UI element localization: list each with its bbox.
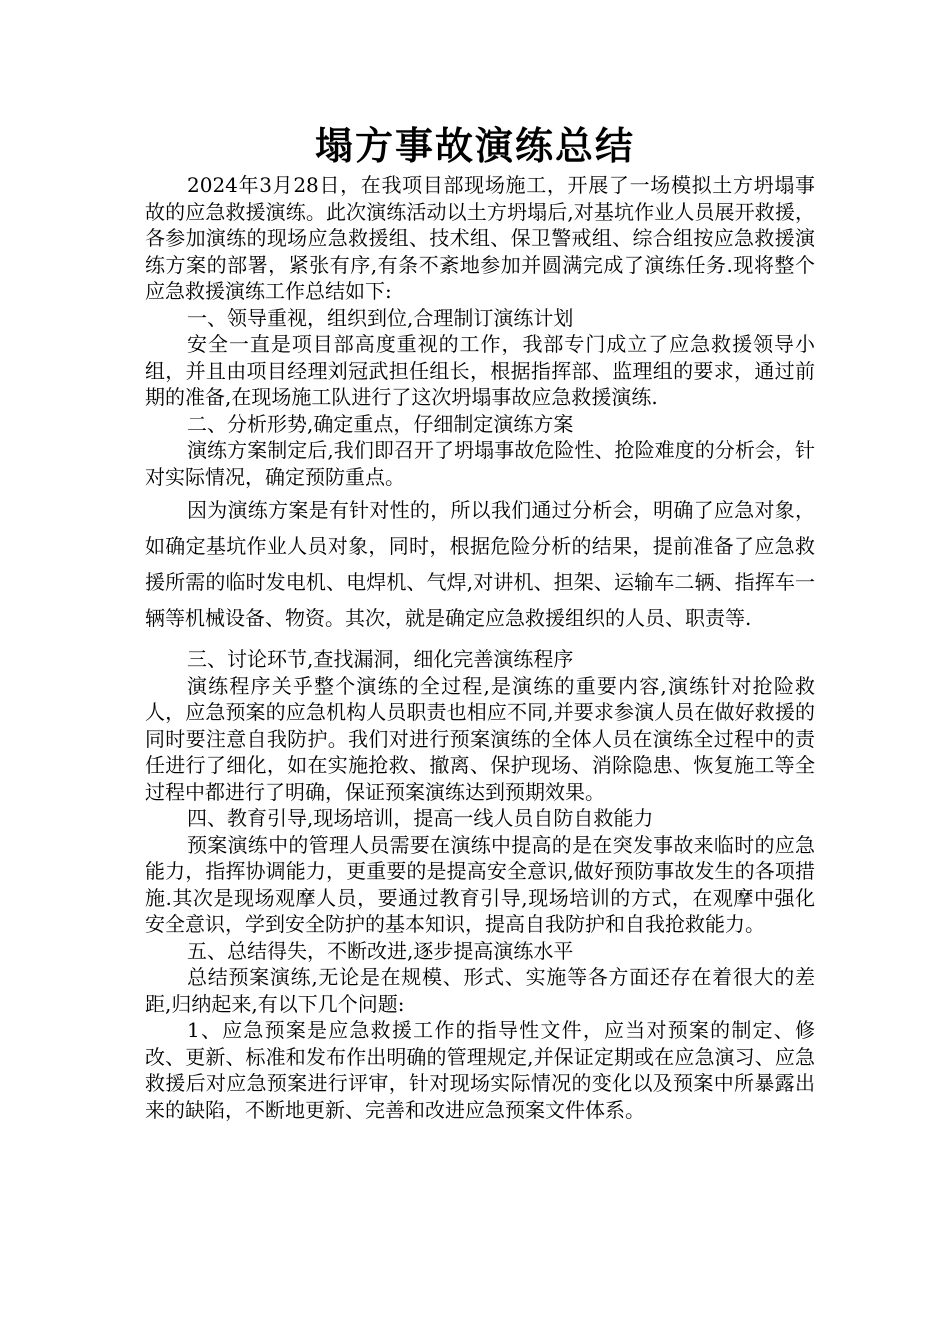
intro-paragraph: 2024年3月28日，在我项目部现场施工，开展了一场模拟土方坍塌事故的应急救援演练。此次演练活动以土方坍塌后,对基坑作业人员展开救援，各参加演练的现场应急救援组、技术组、保卫警戒组、综合组按应急救援演练方案的部署，紧张有序,有条不紊地参加并圆满完成了演练任务.现将整个应急救援演练工作总结如下: (145, 173, 815, 303)
document-title: 塌方事故演练总结 (314, 124, 635, 168)
section-heading-4: 四、教育引导,现场培训，提高一线人员自防自救能力 (187, 806, 654, 830)
document-body (145, 172, 815, 1123)
section-heading-5: 五、总结得失，不断改进,逐步提高演练水平 (187, 938, 574, 963)
section-paragraph-2b: 因为演练方案是有针对性的，所以我们通过分析会，明确了应急对象，如确定基坑作业人员对象，同时，根据危险分析的结果，提前准备了应急救援所需的临时发电机、电焊机、气焊,对讲机、担架、运输车二辆、指挥车一辆等机械设备、物资。其次，就是确定应急救援组织的人员、职责等. (145, 498, 815, 630)
section-paragraph-4: 预案演练中的管理人员需要在演练中提高的是在突发事故来临时的应急能力，指挥协调能力，更重要的是提高安全意识,做好预防事故发生的各项措施.其次是现场观摩人员，要通过教育引导,现场培训的方式，在观摩中强化安全意识，学到安全防护的基本知识，提高自我防护和自我抢救能力。 (145, 832, 815, 936)
section-paragraph-2a: 演练方案制定后,我们即召开了坍塌事故危险性、抢险难度的分析会，针对实际情况，确定预防重点。 (145, 438, 815, 489)
section-heading-1: 一、领导重视，组织到位,合理制订演练计划 (187, 305, 574, 330)
section-heading-3: 三、讨论环节,查找漏洞，细化完善演练程序 (187, 647, 574, 671)
section-paragraph-3: 演练程序关乎整个演练的全过程,是演练的重要内容,演练针对抢险救人，应急预案的应急机构人员职责也相应不同,并要求参演人员在做好救援的同时要注意自我防护。我们对进行预案演练的全体人员在演练全过程中的责任进行了细化，如在实施抢救、撤离、保护现场、消除隐患、恢复施工等全过程中都进行了明确，保证预案演练达到预期效果。 (145, 673, 815, 804)
section-heading-2: 二、分析形势,确定重点，仔细制定演练方案 (187, 411, 574, 436)
list-item-1: 1、应急预案是应急救援工作的指导性文件，应当对预案的制定、修改、更新、标准和发布作出明确的管理规定,并保证定期或在应急演习、应急救援后对应急预案进行评审，针对现场实际情况的变化以及预案中所暴露出来的缺陷，不断地更新、完善和改进应急预案文件体系。 (145, 1018, 815, 1122)
section-paragraph-5: 总结预案演练,无论是在规模、形式、实施等各方面还存在着很大的差距,归纳起来,有以下几个问题: (145, 965, 815, 1016)
section-paragraph-1: 安全一直是项目部高度重视的工作，我部专门成立了应急救援领导小组，并且由项目经理刘冠武担任组长，根据指挥部、监理组的要求，通过前期的准备,在现场施工队进行了这次坍塌事故应急救援演练. (145, 332, 815, 409)
